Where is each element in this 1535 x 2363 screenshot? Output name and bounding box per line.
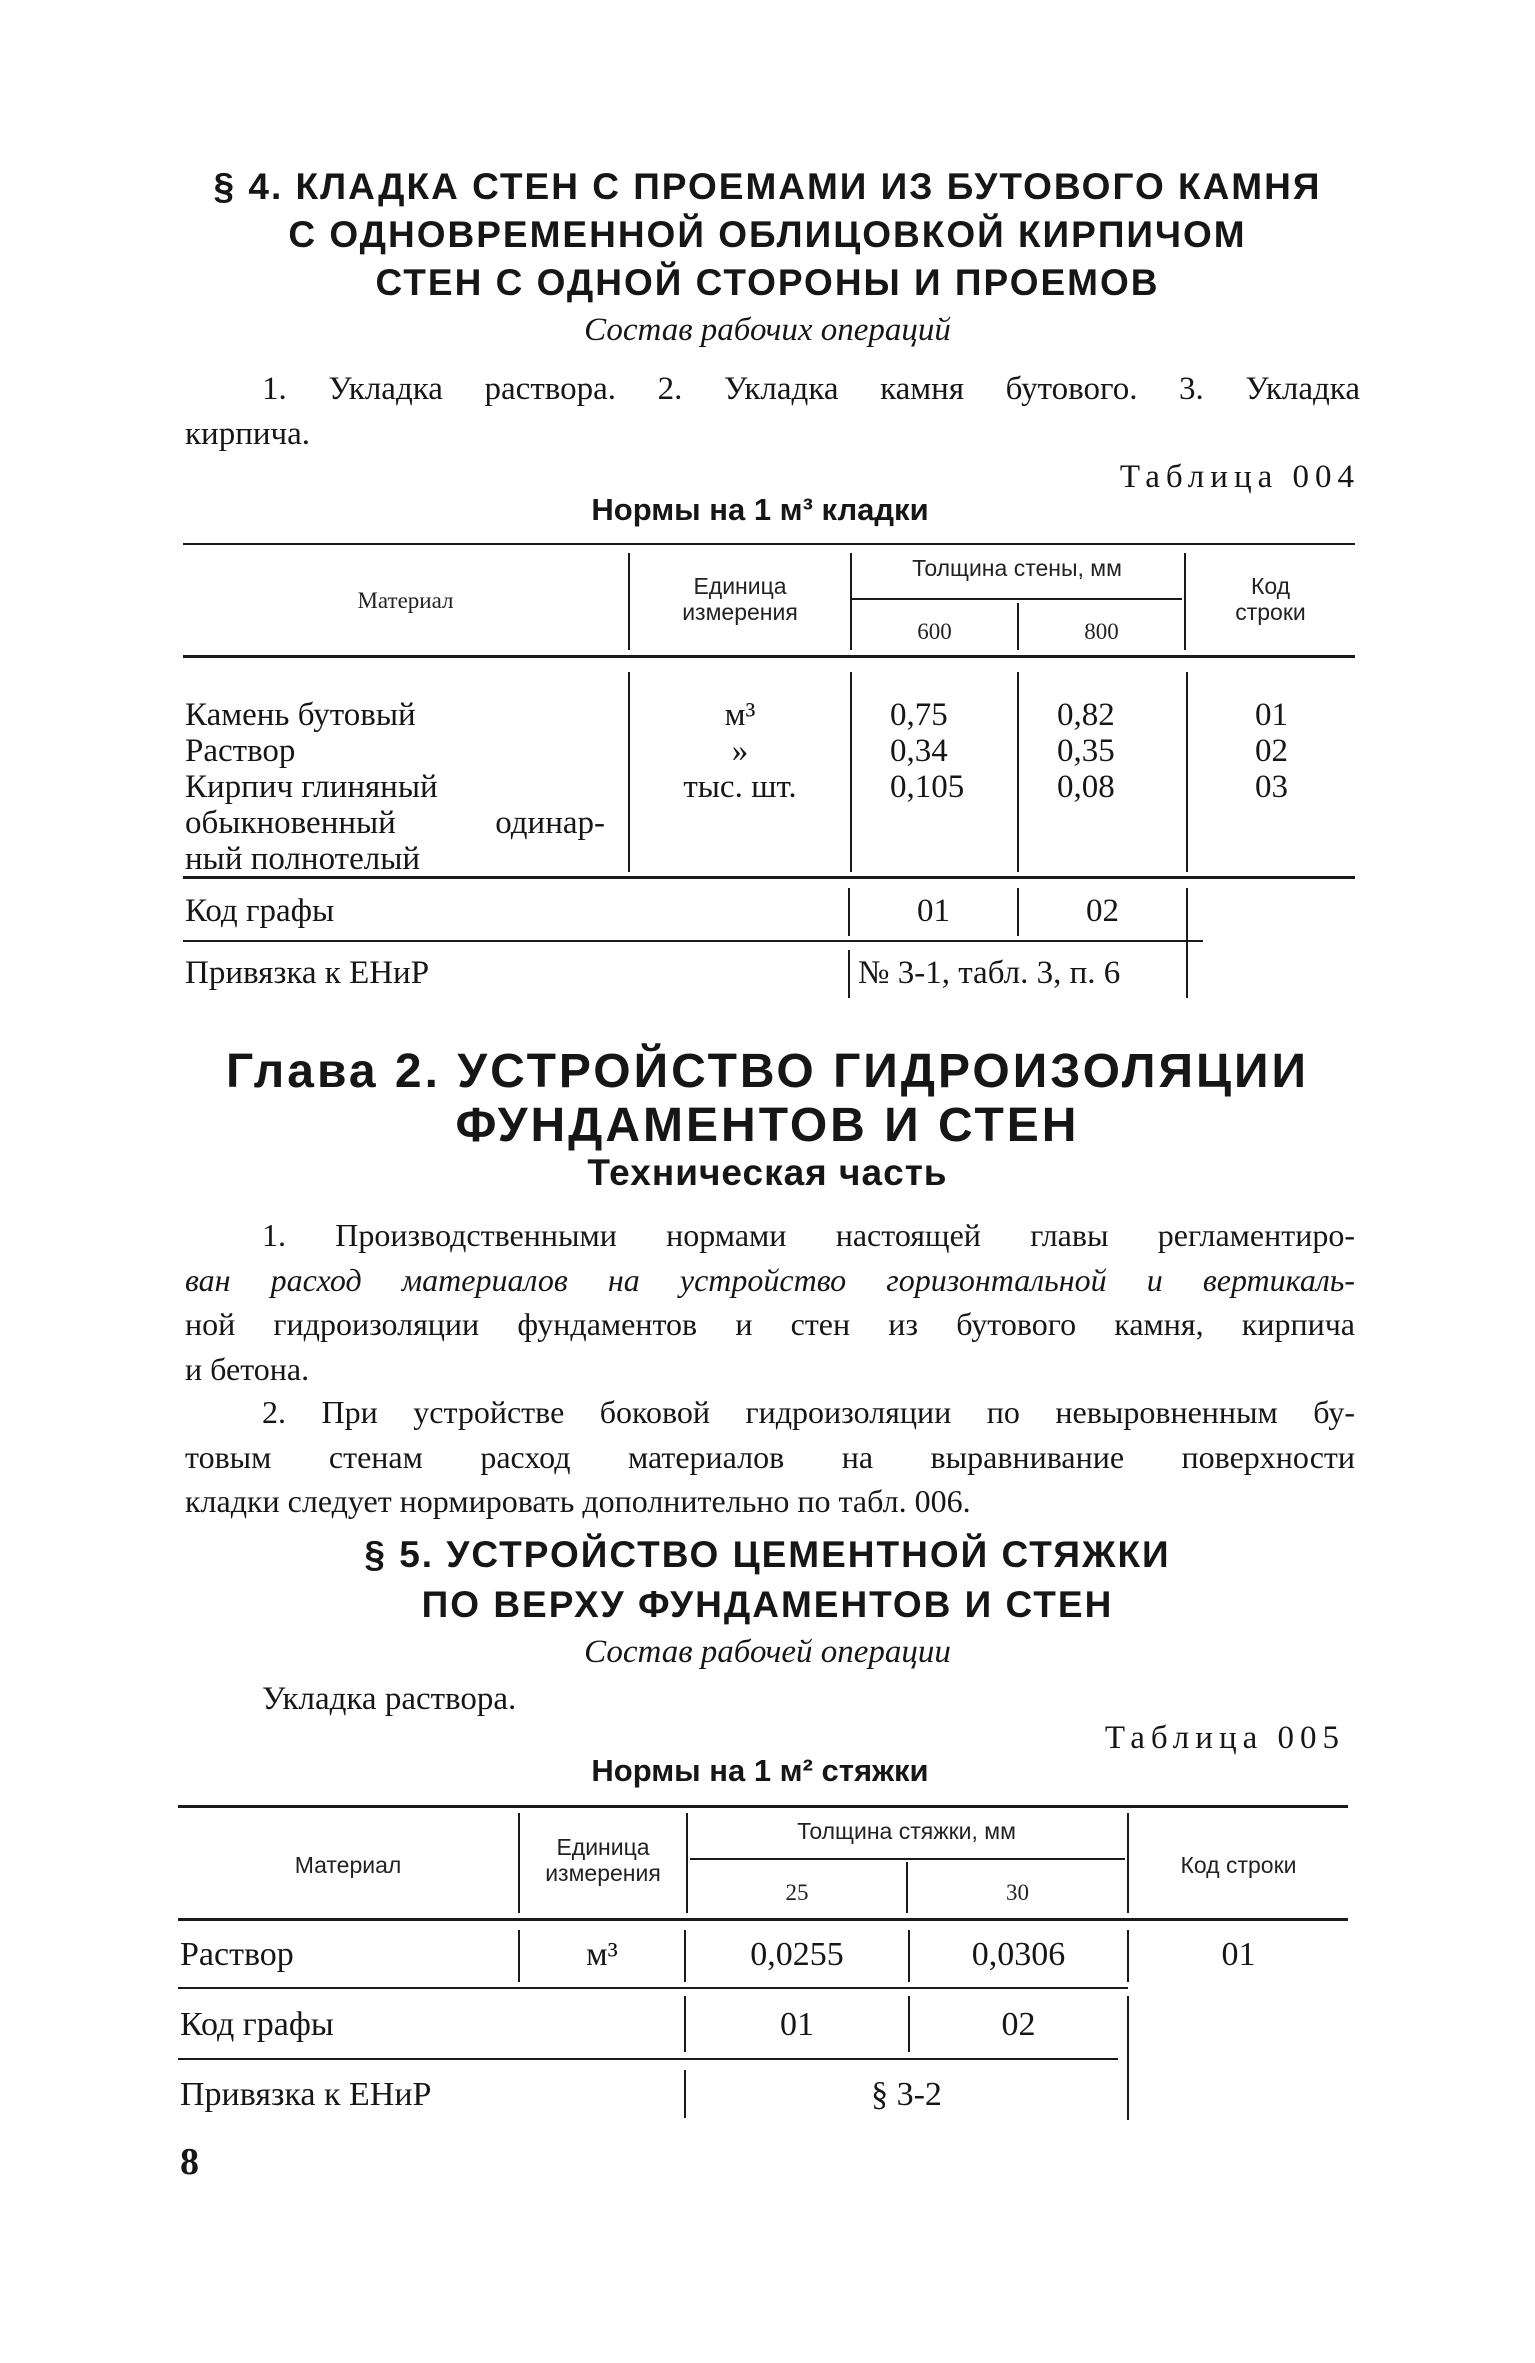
table-004-row-1-v1: 0,75 — [890, 697, 948, 733]
chapter-2-title-line-2: ФУНДАМЕНТОВ И СТЕН — [455, 1099, 1080, 1152]
table-005-caption: Таблица 005 — [1104, 1720, 1345, 1756]
section-5-ops-text: Укладка раствора. — [262, 1681, 517, 1717]
table-004-header-unit-line-1: Единица — [693, 573, 787, 599]
table-004-row-3-unit: тыс. шт. — [683, 769, 797, 805]
table-004-row-1-unit: м³ — [724, 697, 756, 733]
table-004-header-material: Материал — [357, 588, 454, 613]
para-1-line-3: ной гидроизоляции фундаментов и стен из бутового камня, кирпича — [185, 1306, 1355, 1342]
table-004-row-2-code: 02 — [1255, 733, 1288, 769]
table-005-footer-code-1: 01 — [780, 2006, 814, 2043]
table-004-footer-code-1: 01 — [917, 893, 950, 929]
table-005-header-unit-line-2: измерения — [545, 1860, 661, 1886]
table-004-row-3-v2: 0,08 — [1057, 769, 1115, 805]
table-004-row-1-material: Камень бутовый — [185, 697, 416, 733]
table-004-row-3-code: 03 — [1255, 769, 1288, 805]
table-004-header-code-line-2: строки — [1235, 599, 1306, 625]
table-004-caption: Таблица 004 — [1119, 459, 1360, 495]
table-004-footer-ref-label: Привязка к ЕНиР — [185, 955, 430, 991]
table-005-header-unit — [520, 1834, 686, 1886]
table-004-header-col-600: 600 — [917, 619, 952, 644]
table-004-row-3-v1: 0,105 — [890, 769, 965, 805]
table-004-footer-ref-value: № 3-1, табл. 3, п. 6 — [858, 955, 1121, 991]
para-2-line-2: товым стенам расход материалов на выравнивание поверхности — [185, 1438, 1355, 1475]
table-005-header-code: Код строки — [1180, 1852, 1297, 1878]
para-1-line-1: 1. Производственными нормами настоящей главы регламентиро- — [262, 1217, 1355, 1253]
table-005-title: Нормы на 1 м² стяжки — [591, 1753, 929, 1788]
table-004-row-3-material: Кирпич глиняный — [185, 769, 438, 805]
table-005-row-material: Раствор — [180, 1936, 294, 1973]
table-004-title: Нормы на 1 м³ кладки — [591, 492, 929, 527]
table-005-row-v2: 0,0306 — [971, 1936, 1066, 1973]
table-005-header-col-25: 25 — [785, 1880, 809, 1905]
table-005-footer-ref-value: § 3-2 — [871, 2076, 942, 2113]
table-005-footer-code-2: 02 — [1001, 2006, 1036, 2043]
table-004-header-unit-line-2: измерения — [682, 599, 798, 625]
table-004-row-2-v2: 0,35 — [1057, 733, 1115, 769]
section-5-ops-heading: Состав рабочей операции — [584, 1634, 951, 1670]
table-004-header-col-800: 800 — [1084, 619, 1119, 644]
para-2-line-1: 2. При устройстве боковой гидроизоляции по невыровненным бу- — [262, 1394, 1355, 1430]
table-004-row-1-code: 01 — [1255, 697, 1288, 733]
section-4-title-line-3: СТЕН С ОДНОЙ СТОРОНЫ И ПРОЕМОВ — [375, 262, 1160, 303]
table-004-row-2-material: Раствор — [185, 733, 296, 769]
table-005-header-unit-line-1: Единица — [556, 1834, 650, 1860]
table-004-header-thickness: Толщина стены, мм — [912, 555, 1122, 581]
table-005-header-material: Материал — [294, 1852, 402, 1878]
table-005-header-thickness: Толщина стяжки, мм — [797, 1818, 1016, 1844]
table-004-row-1-v2: 0,82 — [1057, 697, 1115, 733]
section-5-title-line-1: § 5. УСТРОЙСТВО ЦЕМЕНТНОЙ СТЯЖКИ — [364, 1534, 1171, 1575]
table-004-footer-code-2: 02 — [1086, 893, 1119, 929]
table-004-row-2-unit: » — [731, 733, 749, 769]
para-1-line-2: ван расход материалов на устройство горизонтальной и вертикаль- — [185, 1261, 1355, 1298]
table-004-footer-code-label: Код графы — [185, 893, 335, 929]
table-005-header-col-30: 30 — [1006, 1880, 1029, 1905]
chapter-2-title-line-1: Глава 2. УСТРОЙСТВО ГИДРОИЗОЛЯЦИИ — [225, 1045, 1310, 1098]
table-005-footer-code-label: Код графы — [180, 2006, 334, 2043]
table-005-row-code: 01 — [1221, 1936, 1256, 1973]
section-4-title-line-1: § 4. КЛАДКА СТЕН С ПРОЕМАМИ ИЗ БУТОВОГО КАМНЯ — [213, 166, 1322, 207]
para-1-line-4: и бетона. — [185, 1350, 310, 1387]
table-005-footer-ref-label: Привязка к ЕНиР — [180, 2076, 432, 2113]
section-4-ops-heading: Состав рабочих операций — [584, 312, 951, 348]
table-004-row-3-cont-b: одинар- — [495, 805, 605, 841]
table-005-row-unit: м³ — [586, 1936, 618, 1973]
section-4-ops-line-2: кирпича. — [185, 416, 311, 452]
table-004-row-2-v1: 0,34 — [890, 733, 948, 769]
page-number: 8 — [180, 2141, 199, 2183]
table-004-header-code-line-1: Код — [1250, 573, 1291, 599]
section-4-title-line-2: С ОДНОВРЕМЕННОЙ ОБЛИЦОВКОЙ КИРПИЧОМ — [288, 214, 1247, 255]
section-5-title-line-2: ПО ВЕРХУ ФУНДАМЕНТОВ И СТЕН — [421, 1584, 1114, 1625]
table-004-row-3-cont-a: обыкновенный — [185, 805, 396, 841]
table-005-row-v1: 0,0255 — [750, 1936, 844, 1973]
para-2-line-3: кладки следует нормировать дополнительно по табл. 006. — [185, 1483, 971, 1519]
chapter-2-subtitle: Техническая часть — [587, 1152, 948, 1193]
section-4-ops-line-1: 1. Укладка раствора. 2. Укладка камня бутового. 3. Укладка — [262, 371, 1360, 407]
table-004-row-3-material-cont-2: ный полнотелый — [185, 841, 421, 877]
